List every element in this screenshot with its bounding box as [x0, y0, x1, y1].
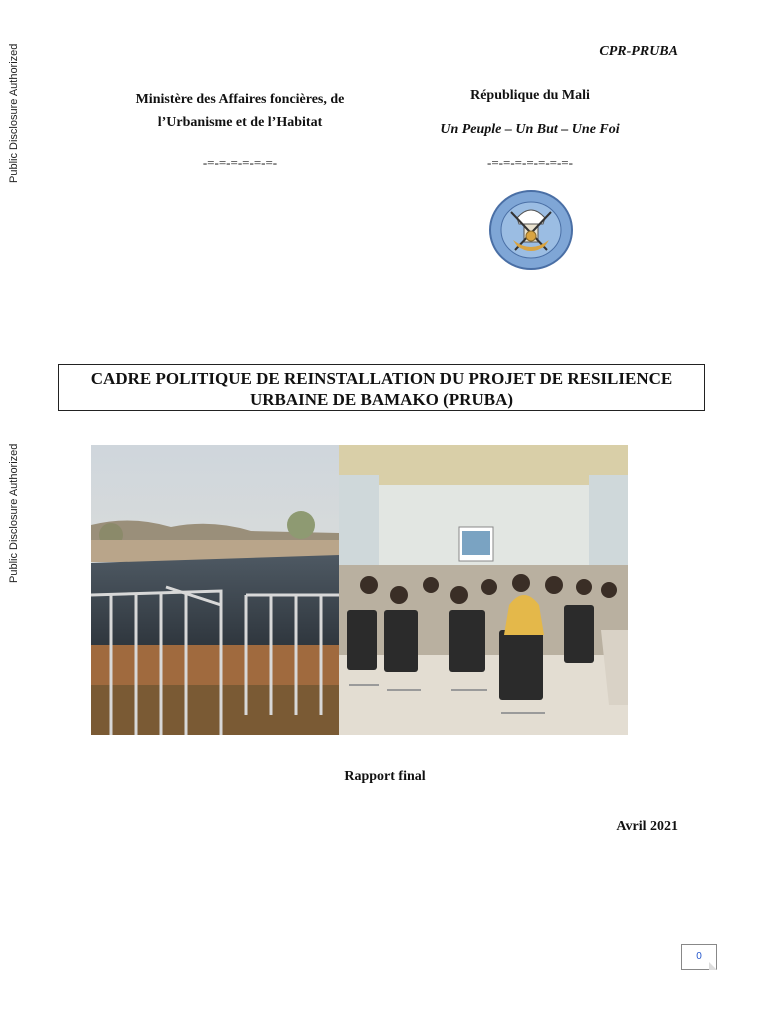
meeting-room-photo [339, 445, 628, 735]
ministry-line-2: l’Urbanisme et de l’Habitat [157, 115, 323, 130]
document-title [58, 364, 705, 411]
disclosure-watermark-top: Public Disclosure Authorized [8, 43, 20, 183]
ministry-line-1: Ministère des Affaires foncières, de [135, 92, 345, 107]
page-number: 0 [681, 944, 717, 970]
title-line-2: URBAINE DE BAMAKO (PRUBA) [249, 390, 514, 409]
ministry-name [100, 88, 380, 134]
republic-separator: -=-=-=-=-=-=-=- [487, 155, 573, 170]
ministry-separator: -=-=-=-=-=-=- [202, 155, 278, 170]
mali-coat-of-arms-icon [487, 188, 575, 272]
report-status: Rapport final [344, 769, 426, 784]
republic-name: République du Mali [470, 88, 590, 103]
reservoir-photo [91, 445, 339, 735]
title-line-1: CADRE POLITIQUE DE REINSTALLATION DU PROJET DE RESILIENCE [90, 369, 673, 388]
national-motto: Un Peuple – Un But – Une Foi [440, 122, 620, 137]
document-reference: CPR-PRUBA [599, 44, 678, 59]
report-date: Avril 2021 [616, 819, 678, 834]
disclosure-watermark-middle: Public Disclosure Authorized [8, 443, 20, 583]
